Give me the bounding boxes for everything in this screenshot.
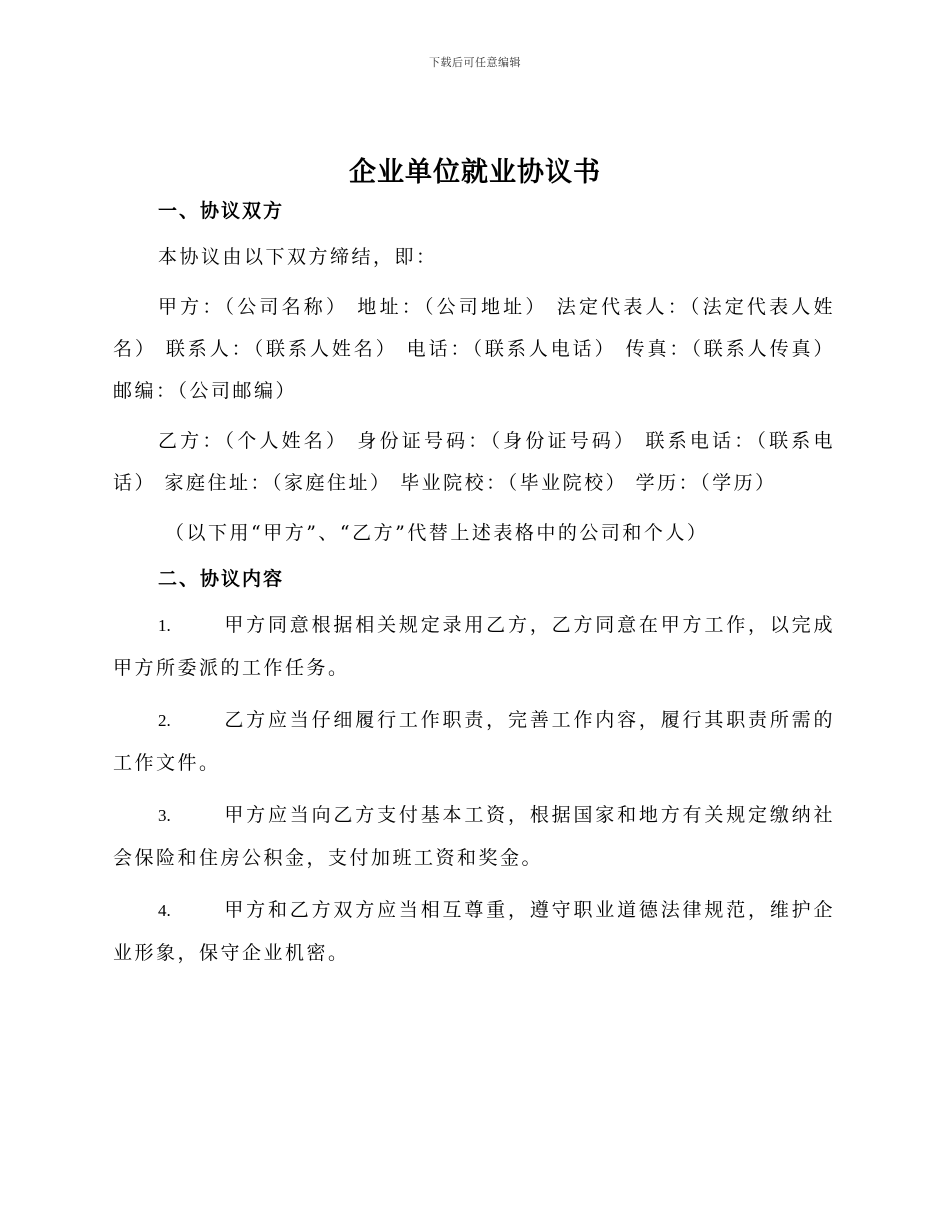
header-note: 下载后可任意编辑 <box>429 56 521 69</box>
clause-text: 甲方和乙方双方应当相互尊重，遵守职业道德法律规范，维护企业形象，保守企业机密。 <box>113 899 835 964</box>
party-a-paragraph: 甲方：（公司名称） 地址：（公司地址） 法定代表人：（法定代表人姓名） 联系人：（联系人姓名） 电话：（联系人电话） 传真：（联系人传真） 邮编：（公司邮编） <box>113 296 835 402</box>
section-heading-content: 二、协议内容 <box>158 568 285 590</box>
party-b-paragraph: 乙方：（个人姓名） 身份证号码：（身份证号码） 联系电话：（联系电话） 家庭住址：（家庭住址） 毕业院校：（毕业院校） 学历：（学历） <box>113 430 835 494</box>
clause-item <box>113 889 835 974</box>
clause-text: 甲方同意根据相关规定录用乙方，乙方同意在甲方工作，以完成甲方所委派的工作任务。 <box>113 614 835 679</box>
document-title: 企业单位就业协议书 <box>349 157 601 188</box>
clause-number: 4. <box>158 901 171 920</box>
document-body <box>113 194 835 974</box>
clause-text: 甲方应当向乙方支付基本工资，根据国家和地方有关规定缴纳社会保险和住房公积金，支付加班工资和奖金。 <box>113 804 835 869</box>
clause-item <box>113 604 835 689</box>
clause-text: 乙方应当仔细履行工作职责，完善工作内容，履行其职责所需的工作文件。 <box>113 709 835 774</box>
clause-item <box>113 699 835 784</box>
intro-paragraph: 本协议由以下双方缔结，即： <box>158 246 438 268</box>
clause-number: 3. <box>158 806 171 825</box>
clause-item <box>113 794 835 879</box>
clause-number: 2. <box>158 711 171 730</box>
section-heading-parties: 一、协议双方 <box>158 200 285 222</box>
clause-number: 1. <box>158 616 171 635</box>
note-paragraph: （以下用“甲方”、“乙方”代替上述表格中的公司和个人） <box>165 522 709 544</box>
